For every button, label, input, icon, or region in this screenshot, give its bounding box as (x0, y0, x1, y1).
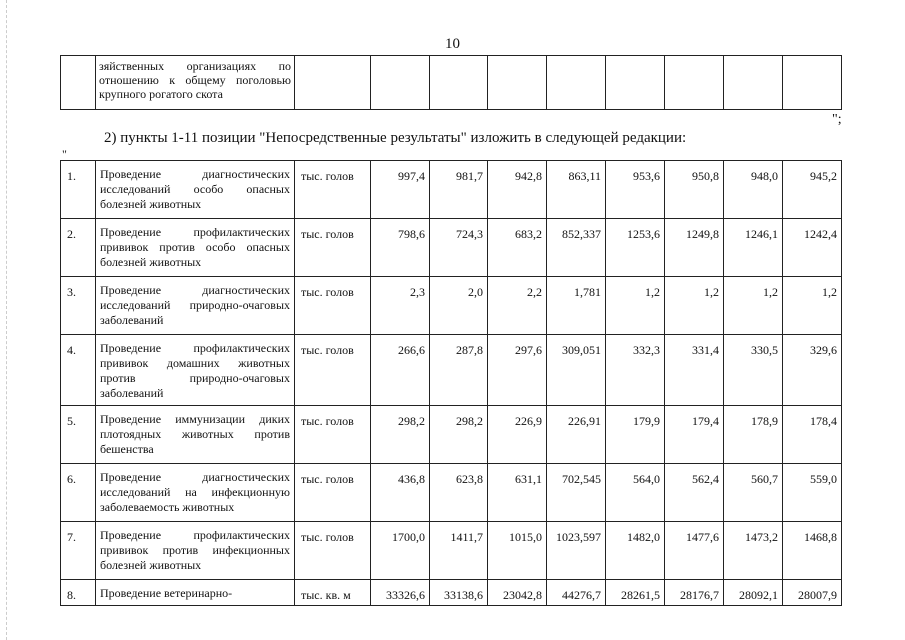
cell-name: Проведение диагностических исследований природно-очаговых заболеваний (96, 277, 295, 335)
cell-value: 28176,7 (665, 580, 724, 606)
cell-name: Проведение иммунизации диких плотоядных животных против бешенства (96, 406, 295, 464)
page-number: 10 (445, 36, 460, 52)
table-row (61, 219, 842, 277)
cell-unit (295, 56, 371, 110)
cell-unit: тыс. голов (295, 464, 371, 522)
cell-value: 297,6 (488, 335, 547, 406)
cell-value: 1,2 (606, 277, 665, 335)
cell-value: 997,4 (371, 161, 430, 219)
cell-unit: тыс. голов (295, 522, 371, 580)
cell-value: 1249,8 (665, 219, 724, 277)
cell-value: 1023,597 (547, 522, 606, 580)
cell-value: 1242,4 (783, 219, 842, 277)
cell-value: 562,4 (665, 464, 724, 522)
cell-value: 1,2 (724, 277, 783, 335)
table-row (61, 580, 842, 606)
cell-name: Проведение профилактических прививок против особо опасных болезней животных (96, 219, 295, 277)
cell-value (430, 56, 488, 110)
cell-value: 226,9 (488, 406, 547, 464)
table-row (61, 464, 842, 522)
cell-value: 330,5 (724, 335, 783, 406)
cell-value: 953,6 (606, 161, 665, 219)
cell-value: 179,9 (606, 406, 665, 464)
cell-value: 1411,7 (430, 522, 488, 580)
cell-value: 623,8 (430, 464, 488, 522)
cell-value: 436,8 (371, 464, 430, 522)
cell-value: 28007,9 (783, 580, 842, 606)
cell-value: 44276,7 (547, 580, 606, 606)
cell-value: 287,8 (430, 335, 488, 406)
cell-value: 1468,8 (783, 522, 842, 580)
cell-num: 4. (61, 335, 96, 406)
table-row (61, 522, 842, 580)
table-row (61, 277, 842, 335)
cell-value: 28261,5 (606, 580, 665, 606)
cell-value: 33138,6 (430, 580, 488, 606)
cell-num: 8. (61, 580, 96, 606)
table-row (61, 161, 842, 219)
cell-name: зяйственных организациях по отношению к общему поголовью крупного рогатого скота (96, 56, 295, 110)
cell-value: 942,8 (488, 161, 547, 219)
cell-num (61, 56, 96, 110)
cell-value: 298,2 (371, 406, 430, 464)
cell-value: 863,11 (547, 161, 606, 219)
cell-value: 564,0 (606, 464, 665, 522)
cell-value: 724,3 (430, 219, 488, 277)
cell-unit: тыс. голов (295, 161, 371, 219)
cell-name: Проведение профилактических прививок против инфекционных болезней животных (96, 522, 295, 580)
cell-value: 1477,6 (665, 522, 724, 580)
cell-value: 945,2 (783, 161, 842, 219)
cell-value (371, 56, 430, 110)
cell-value: 1,2 (665, 277, 724, 335)
cell-value: 2,2 (488, 277, 547, 335)
continuation-table (60, 55, 842, 110)
cell-value: 798,6 (371, 219, 430, 277)
cell-value: 631,1 (488, 464, 547, 522)
cell-value: 332,3 (606, 335, 665, 406)
cell-value: 1700,0 (371, 522, 430, 580)
cell-name: Проведение ветеринарно- (96, 580, 295, 606)
closing-quote-mark: "; (832, 112, 842, 127)
cell-value: 1482,0 (606, 522, 665, 580)
results-table-body (61, 161, 842, 606)
cell-name: Проведение диагностических исследований на инфекционную заболеваемость животных (96, 464, 295, 522)
cell-value: 226,91 (547, 406, 606, 464)
cell-name: Проведение профилактических прививок домашних животных против природно-очаговых заболеваний (96, 335, 295, 406)
table-row (61, 406, 842, 464)
cell-unit: тыс. голов (295, 277, 371, 335)
cell-num: 5. (61, 406, 96, 464)
cell-unit: тыс. голов (295, 335, 371, 406)
cell-value: 702,545 (547, 464, 606, 522)
cell-num: 1. (61, 161, 96, 219)
table-row (61, 56, 842, 110)
cell-value: 1,781 (547, 277, 606, 335)
cell-value: 1253,6 (606, 219, 665, 277)
cell-value: 2,3 (371, 277, 430, 335)
cell-name: Проведение диагностических исследований особо опасных болезней животных (96, 161, 295, 219)
cell-value: 1246,1 (724, 219, 783, 277)
cell-value: 28092,1 (724, 580, 783, 606)
cell-value: 1015,0 (488, 522, 547, 580)
cell-unit: тыс. голов (295, 219, 371, 277)
page-edge (6, 0, 8, 640)
cell-value: 331,4 (665, 335, 724, 406)
cell-value: 266,6 (371, 335, 430, 406)
results-table (60, 160, 842, 606)
paragraph-text: 2) пункты 1-11 позиции "Непосредственные результаты" изложить в следующей редакции: (104, 130, 687, 146)
cell-value: 309,051 (547, 335, 606, 406)
cell-value (665, 56, 724, 110)
cell-value: 852,337 (547, 219, 606, 277)
cell-value (488, 56, 547, 110)
cell-value: 329,6 (783, 335, 842, 406)
cell-unit: тыс. кв. м (295, 580, 371, 606)
cell-value: 981,7 (430, 161, 488, 219)
opening-quote-mark: " (62, 147, 67, 161)
cell-value: 1473,2 (724, 522, 783, 580)
cell-value: 948,0 (724, 161, 783, 219)
cell-num: 2. (61, 219, 96, 277)
cell-value: 2,0 (430, 277, 488, 335)
cell-num: 3. (61, 277, 96, 335)
cell-value: 23042,8 (488, 580, 547, 606)
cell-value: 178,4 (783, 406, 842, 464)
cell-value (547, 56, 606, 110)
cell-unit: тыс. голов (295, 406, 371, 464)
cell-value: 950,8 (665, 161, 724, 219)
cell-value: 179,4 (665, 406, 724, 464)
cell-num: 6. (61, 464, 96, 522)
cell-value: 298,2 (430, 406, 488, 464)
cell-value (606, 56, 665, 110)
cell-value: 560,7 (724, 464, 783, 522)
cell-value: 33326,6 (371, 580, 430, 606)
cell-value: 178,9 (724, 406, 783, 464)
cell-value: 1,2 (783, 277, 842, 335)
cell-value (783, 56, 842, 110)
table-row (61, 335, 842, 406)
cell-value: 559,0 (783, 464, 842, 522)
cell-value: 683,2 (488, 219, 547, 277)
cell-num: 7. (61, 522, 96, 580)
cell-value (724, 56, 783, 110)
